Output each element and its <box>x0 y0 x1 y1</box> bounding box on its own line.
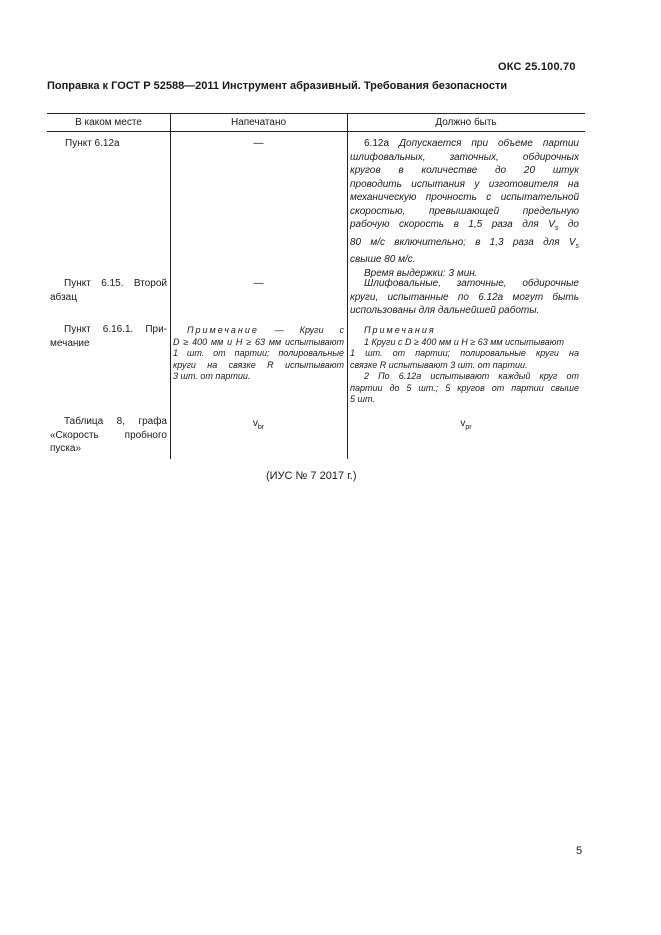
text-line: рабочую скорость в 1,5 раза для $V_s$ до <box>350 219 579 232</box>
text-line: 3 шт. от партии. <box>173 371 251 381</box>
should-be-cell: $v_{pr}$ <box>460 418 472 431</box>
place-cell <box>65 137 165 151</box>
text-line: использованы для дальнейшей работы. <box>350 305 540 316</box>
column-header-printed: Напечатано <box>230 117 287 128</box>
printed-cell: — <box>253 278 264 289</box>
amendment-table <box>47 113 585 132</box>
place-line: Пункт 6.12а <box>65 138 120 149</box>
classification-code: ОКС 25.100.70 <box>498 61 576 73</box>
text-line: 2 По 6.12а испытывают каждый круг от <box>364 371 579 381</box>
text-line: свыше 80 м/с. <box>350 254 416 265</box>
text-line: 80 м/с включительно; в 1,3 раза для $V_s$ <box>350 236 579 250</box>
text-line: Время выдержки: 3 мин. <box>364 267 478 279</box>
should-be-cell <box>350 137 579 280</box>
printed-cell: $v_{br}$ <box>252 418 265 431</box>
text-line: связке R испытывают 3 шт. от партии. <box>350 359 528 370</box>
text-line: проводить испытания у изготовителя на <box>350 178 579 190</box>
amendment-source: (ИУС № 7 2017 г.) <box>266 470 357 482</box>
document-title: Поправка к ГОСТ Р 52588—2011 Инструмент абразивный. Требования безопасности <box>47 80 508 92</box>
text-line: 5 шт. <box>350 394 375 404</box>
place-line: Пункт 6.15. Второй <box>64 278 167 289</box>
place-line: Таблица 8, графа <box>64 416 167 427</box>
column-header-place: В каком месте <box>75 117 142 128</box>
text-line: 1 шт. от партии; полировальные <box>173 348 344 358</box>
place-line: пуска» <box>50 443 82 454</box>
text-line: 1 шт. от партии; полировальные круги на <box>350 348 579 358</box>
place-cell <box>50 415 167 456</box>
should-be-cell <box>350 277 579 318</box>
text-line: круги, испытанные по 6.12а могут быть <box>350 291 579 303</box>
column-header-should-be: Должно быть <box>435 117 497 128</box>
place-line: Пункт 6.16.1. При- <box>64 324 167 335</box>
place-line: «Скорость пробного <box>50 429 167 441</box>
text-line: Примечание — Круги с <box>187 325 344 335</box>
text-line: Шлифовальные, заточные, обдирочные <box>364 278 579 289</box>
text-line: механическую прочность с испытательной <box>350 192 579 203</box>
text-line: кругов в количестве до 20 штук <box>350 165 579 176</box>
text-line: Примечания <box>364 325 436 335</box>
place-line: мечание <box>50 337 90 349</box>
place-line: абзац <box>50 291 77 303</box>
text-line: скоростью, превышающей предельную <box>350 205 579 217</box>
page-number: 5 <box>576 845 583 857</box>
table-header <box>47 113 585 132</box>
text-line: 1 Круги с D ≥ 400 мм и H ≥ 63 мм испытывают <box>364 336 565 347</box>
column-divider <box>347 113 348 459</box>
text-line: D ≥ 400 мм и H ≥ 63 мм испытывают <box>173 336 344 347</box>
text-line: 6.12а Допускается при объеме партии <box>364 138 579 149</box>
printed-cell <box>173 325 344 383</box>
text-line: партии до 5 шт.; 5 кругов от партии свыше <box>350 382 579 393</box>
text-line: шлифовальных, заточных, обдирочных <box>350 151 579 163</box>
place-cell <box>50 277 167 304</box>
should-be-cell <box>350 325 579 406</box>
printed-cell: — <box>253 138 264 149</box>
text-line: круги на связке R испытывают <box>173 359 344 370</box>
place-cell <box>50 323 167 350</box>
